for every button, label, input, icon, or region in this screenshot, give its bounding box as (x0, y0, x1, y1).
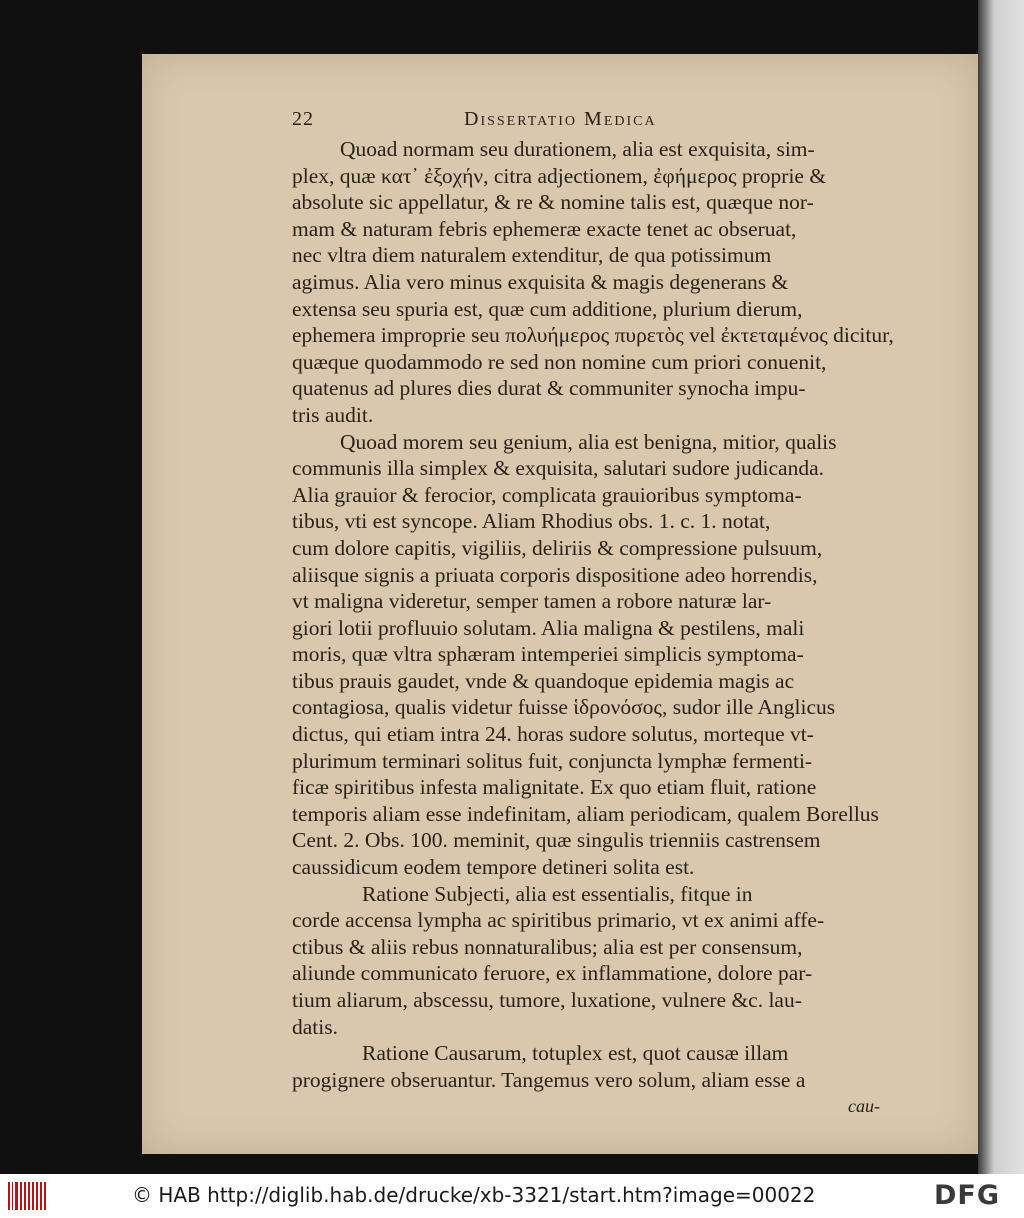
text-line: temporis aliam esse indefinitam, aliam periodicam, qualem Borellus (292, 801, 879, 826)
text-line: corde accensa lympha ac spiritibus primario, vt ex animi affe- (292, 908, 825, 933)
text-line: caussidicum eodem tempore detineri solita est. (292, 855, 695, 880)
text-line: nec vltra diem naturalem extenditur, de qua potissimum (292, 243, 772, 268)
text-line: aliisque signis a priuata corporis dispositione adeo horrendis, (292, 562, 818, 587)
running-head: Dissertatio Medica (464, 108, 657, 130)
text-line: Quoad normam seu durationem, alia est exquisita, sim- (340, 137, 815, 161)
book-page (142, 54, 978, 1154)
text-line: giori lotii profluuio solutam. Alia maligna & pestilens, mali (292, 615, 805, 640)
viewer-footer (0, 1174, 1024, 1218)
text-line: mam & naturam febris ephemeræ exacte tenet ac obseruat, (292, 216, 797, 241)
text-line: datis. (292, 1014, 338, 1039)
text-line: moris, quæ vltra sphæram intemperiei simplicis symptoma- (292, 642, 804, 667)
text-line: ephemera improprie seu πολυήμερος πυρετὸς vel ἐκτεταμένος dicitur, (292, 323, 894, 348)
text-line: extensa seu spuria est, quæ cum additione, plurium dierum, (292, 296, 803, 321)
text-line: quatenus ad plures dies durat & communiter synocha impu- (292, 376, 806, 401)
text-line: Alia grauior & ferocior, complicata grauioribus symptoma- (292, 482, 802, 507)
page-number: 22 (292, 108, 314, 130)
dfg-logo: DFG (934, 1180, 1001, 1211)
text-line: dictus, qui etiam intra 24. horas sudore solutus, morteque vt- (292, 722, 814, 747)
page-text (292, 106, 894, 1120)
text-line: tris audit. (292, 402, 374, 427)
text-line: ficæ spiritibus infesta malignitate. Ex quo etiam fluit, ratione (292, 775, 817, 800)
text-line: progignere obseruantur. Tangemus vero solum, aliam esse a (292, 1067, 806, 1092)
text-line: ctibus & aliis rebus nonnaturalibus; alia est per consensum, (292, 934, 803, 959)
text-line: vt maligna videretur, semper tamen a robore naturæ lar- (292, 589, 772, 614)
text-line: Cent. 2. Obs. 100. meminit, quæ singulis trienniis castrensem (292, 828, 821, 853)
text-line: Ratione Subjecti, alia est essentialis, fitque in (362, 881, 753, 906)
text-line: communis illa simplex & exquisita, salutari sudore judicanda. (292, 456, 825, 481)
text-line: absolute sic appellatur, & re & nomine talis est, quæque nor- (292, 190, 814, 215)
text-line: plex, quæ κατ᾽ ἐξοχήν, citra adjectionem, ἐφήμερος proprie & (292, 163, 827, 188)
text-line: tibus prauis gaudet, vnde & quandoque epidemia magis ac (292, 668, 795, 693)
text-line: contagiosa, qualis videtur fuisse ἱδρονόσος, sudor ille Anglicus (292, 695, 836, 720)
text-line: tium aliarum, abscessu, tumore, luxatione, vulnere &c. lau- (292, 988, 802, 1012)
text-line: cum dolore capitis, vigiliis, deliriis & compressione pulsuum, (292, 535, 823, 560)
catchword: cau- (848, 1096, 880, 1117)
text-line: agimus. Alia vero minus exquisita & magis degenerans & (292, 269, 789, 294)
text-line: plurimum terminari solitus fuit, conjuncta lymphæ fermenti- (292, 748, 813, 773)
text-line: Ratione Causarum, totuplex est, quot causæ illam (362, 1041, 789, 1066)
text-line: quæque quodammodo re sed non nomine cum priori conuenit, (292, 349, 827, 374)
text-line: aliunde communicato feruore, ex inflammatione, dolore par- (292, 961, 813, 986)
scanner-edge (978, 0, 1024, 1174)
text-line: Quoad morem seu genium, alia est benigna, mitior, qualis (340, 429, 837, 454)
page-header (292, 106, 882, 136)
copyright-link[interactable]: © HAB http://diglib.hab.de/drucke/xb-3321/start.htm?image=00022 (132, 1183, 816, 1207)
text-line: tibus, vti est syncope. Aliam Rhodius obs. 1. c. 1. notat, (292, 509, 771, 534)
barcode-icon (8, 1182, 46, 1210)
